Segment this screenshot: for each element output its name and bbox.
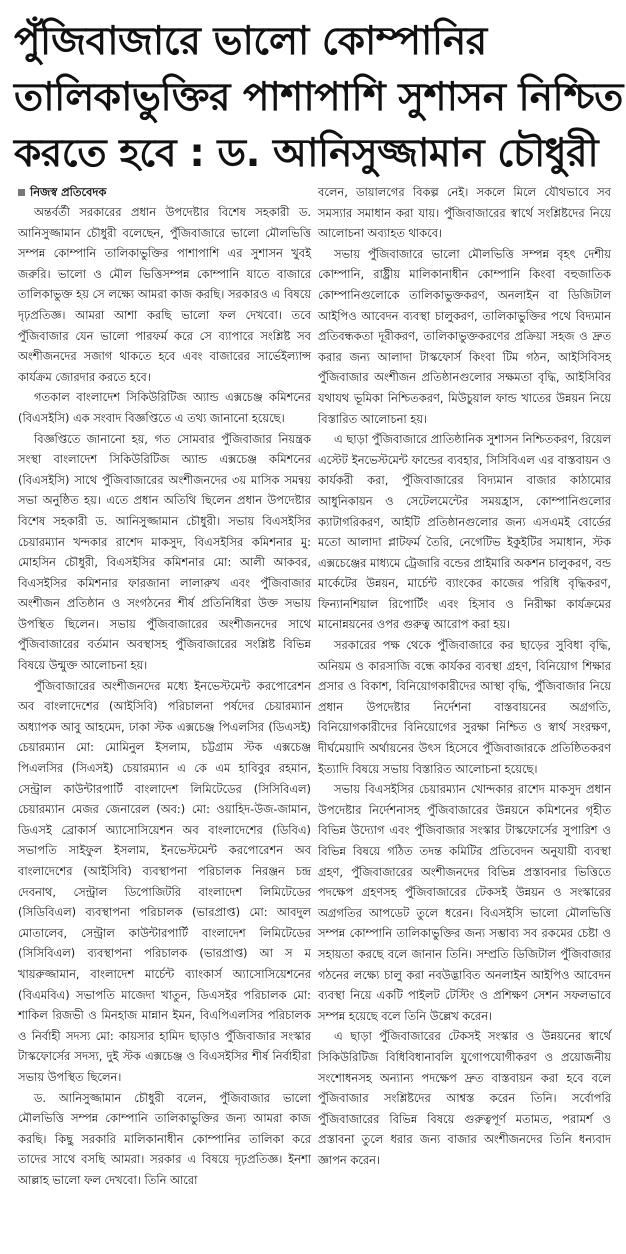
bullet-square-icon [18, 189, 25, 196]
right-column [318, 182, 611, 1171]
headline-line-2: তালিকাভুক্তির পাশাপাশি সুশাসন নিশ্চিত [14, 75, 623, 120]
paragraph: পুঁজিবাজারের অংশীজনদের মধ্যে ইনভেস্টমেন্ট করপোরেশন অব বাংলাদেশের (আইসিবি) পরিচালনা পর্ষদের চেয়ারম্যান অধ্যাপক আবু আহমেদ, ঢাকা স্টক এক্সচেঞ্জ পিএলসির (ডিএসই) চেয়ারম্যান মো: মোমিনুল ইসলাম, চট্টগ্রাম স্টক এক্সচেঞ্জ পিএলসির (সিএসই) চেয়ারম্যান এ কে এম হাবিবুর রহমান, সেন্ট্রাল কাউন্টারপার্টি বাংলাদেশ লিমিটেডের (সিসিবিএল) চেয়ারম্যান মেজর জেনারেল (অব:) মো: ওয়াহিদ-উজ-জামান, ডিএসই ব্রোকার্স অ্যাসোসিয়েশন অব বাংলাদেশের (ডিবিএ) সভাপতি সাইফুল ইসলাম, ইনভেস্টমেন্ট করপোরেশন অব বাংলাদেশের (আইসিবি) ব্যবস্থাপনা পরিচালক নিরঞ্জন চন্দ্র দেবনাথ, সেন্ট্রাল ডিপোজিটরি বাংলাদেশ লিমিটেডের (সিডিবিএল) ব্যবস্থাপনা পরিচালক (ভারপ্রাপ্ত) মো: আবদুল মোতালেব, সেন্ট্রাল কাউন্টারপার্টি বাংলাদেশ লিমিটেডের (সিসিবিএল) ব্যবস্থাপনা পরিচালক (ভারপ্রাপ্ত) আ স ম খায়রুজ্জামান, বাংলাদেশ মার্চেন্ট ব্যাংকার্স অ্যাসোসিয়েশনের (বিএমবিএ) সভাপতি মাজেদা খাতুন, ডিএসইর পরিচালক মো: শাকিল রিজভী ও মিনহাজ মান্নান ইমন, বিএপিএলসির পরিচালক ও নির্বাহী সদস্য মো: কায়সার হামিদ ছাড়াও পুঁজিবাজার সংস্কার টাস্কফোর্সের সদস্য, দুই স্টক এক্সচেঞ্জ ও বিএসইসির শীর্ষ নির্বাহীরা সভায় উপস্থিত ছিলেন। [18, 678, 311, 1084]
left-column [18, 182, 311, 1191]
paragraph: গতকাল বাংলাদেশ সিকিউরিটিজ অ্যান্ড এক্সচেঞ্জ কমিশনের (বিএসইসি) এক সংবাদ বিজ্ঞপ্তিতে এ তথ্য জানানো হয়েছে। [18, 390, 311, 425]
paragraph: ড. আনিসুজ্জামান চৌধুরী বলেন, পুঁজিবাজার ভালো মৌলভিত্তি সম্পন্ন কোম্পানি তালিকাভুক্তির জন্য আমরা কাজ করছি। কিছু সরকারি মালিকানাধীন কোম্পানির তালিকা করে তাদের সাথে বসছি আমরা। সরকার এ বিষয়ে দৃঢ়প্রতিজ্ঞ। ইনশা আল্লাহ ভালো ফল দেখবো। তিনি আরো [18, 1090, 311, 1187]
paragraph: এ ছাড়া পুঁজিবাজারের টেকসই সংস্কার ও উন্নয়নের স্বার্থে সিকিউরিটিজ বিধিবিধানাবলি যুগোপযোগীকরণ ও প্রয়োজনীয় সংশোধনসহ অন্যান্য পদক্ষেপ দ্রুত বাস্তবায়ন করা হবে বলে পুঁজিবাজার সংশ্লিষ্টদের আশ্বস্ত করেন তিনি। সর্বোপরি পুঁজিবাজারের বিভিন্ন বিষয়ে গুরুত্বপূর্ণ মতামত, পরামর্শ ও প্রস্তাবনা তুলে ধরার জন্য বাজার অংশীজনদের তিনি ধন্যবাদ জ্ঞাপন করেন। [318, 1029, 611, 1167]
headline-line-3: করতে হবে : ড. আনিসুজ্জামান চৌধুরী [14, 131, 599, 176]
headline-line-1: পুঁজিবাজারে ভালো কোম্পানির [14, 19, 487, 64]
paragraph: এ ছাড়া পুঁজিবাজারে প্রাতিষ্ঠানিক সুশাসন নিশ্চিতকরণ, রিয়েল এস্টেট ইনভেস্টমেন্ট ফান্ডের ব্যবহার, সিসিবিএল এর বাস্তবায়ন ও কার্যকরী করা, পুঁজিবাজারের বিদ্যমান বাজার কাঠামোর আধুনিকায়ন ও সেটেলমেন্টের সময়হ্রাস, কোম্পানিগুলোর ক্যাটাগরিকরণ, আইটি প্রতিষ্ঠানগুলোর জন্য এসএমই বোর্ডের মতো আলাদা প্লাটফর্ম তৈরি, নেগেটিভ ইকুইটির সমাধান, স্টক এক্সচেঞ্জের মাধ্যমে ট্রেজারি বন্ডের প্রাইমারি অকশন চালুকরণ, বন্ড মার্কেটের উন্নয়ন, মার্চেন্ট ব্যাংকের কাজের পরিধি বৃদ্ধিকরণ, ফিন্যানশিয়াল রিপোর্টিং এবং হিসাব ও নিরীক্ষা কার্যক্রমের মানোন্নয়নের ওপর গুরুত্ব আরোপ করা হয়। [318, 432, 611, 632]
paragraph: অন্তর্বর্তী সরকারের প্রধান উপদেষ্টার বিশেষ সহকারী ড. আনিসুজ্জামান চৌধুরী বলেছেন, পুঁজিবাজারে ভালো মৌলভিত্তি সম্পন্ন কোম্পানি তালিকাভুক্তির পাশাপাশি এর সুশাসন খুবই জরুরি। ভালো ও মৌল ভিত্তিসম্পন্ন কোম্পানি যাতে বাজারে তালিকাভুক্ত হয় সে লক্ষ্যে আমরা কাজ করছি। সরকারও এ বিষয়ে দৃঢ়প্রতিজ্ঞ। আমরা আশা করছি ভালো ফল দেখবো। তবে পুঁজিবাজার যেন ভালো পারফর্ম করে সে ব্যাপারে সংশ্লিষ্ট সব অংশীজনদের সজাগ থাকতে হবে এবং বাজারের সার্ভেইল্যান্স কার্যক্রম জোরদার করতে হবে। [18, 205, 311, 384]
paragraph: সভায় বিএসইসির চেয়ারম্যান খোন্দকার রাশেদ মাকসুদ প্রধান উপদেষ্টার নির্দেশনাসহ পুঁজিবাজারের উন্নয়নে কমিশনের গৃহীত বিভিন্ন উদ্যোগ এবং পুঁজিবাজার সংস্কার টাস্কফোর্সের সুপারিশ ও বিভিন্ন বিষয়ে গঠিত তদন্ত কমিটির প্রতিবেদন অনুযায়ী ব্যবস্থা গ্রহণ, পুঁজিবাজারের অংশীজনদের বিভিন্ন প্রস্তাবনার ভিত্তিতে পদক্ষেপ গ্রহণসহ পুঁজিবাজারের টেকসই উন্নয়ন ও সংস্কারের অগ্রগতির আপডেট তুলে ধরেন। বিএসইসি ভালো মৌলভিত্তি সম্পন্ন কোম্পানি তালিকাভুক্তির জন্য সম্ভাব্য সব রকমের চেষ্টা ও সহায়তা করছে বলে জানান তিনি। সম্প্রতি ডিজিটাল পুঁজিবাজার গঠনের লক্ষ্যে চালু করা নবউদ্ভাবিত অনলাইন আইপিও আবেদন ব্যবস্থা নিয়ে একটি পাইলট টেস্টিং ও প্রশিক্ষণ সেশন সফলভাবে সম্পন্ন হয়েছে বলে তিনি উল্লেখ করেন। [318, 782, 611, 1023]
paragraph: বিজ্ঞপ্তিতে জানানো হয়, গত সোমবার পুঁজিবাজার নিয়ন্ত্রক সংস্থা বাংলাদেশ সিকিউরিটিজ অ্যান্ড এক্সচেঞ্জ কমিশনের (বিএসইসি) সাথে পুঁজিবাজারের অংশীজনদের ৩য় মাসিক সমন্বয় সভা অনুষ্ঠিত হয়। এতে প্রধান অতিথি ছিলেন প্রধান উপদেষ্টার বিশেষ সহকারী ড. আনিসুজ্জামান চৌধুরী। সভায় বিএসইসির চেয়ারম্যান খন্দকার রাশেদ মাকসুদ, বিএসইসির কমিশনার মু: মোহসিন চৌধুরী, বিএসইসির কমিশনার মো: আলী আকবর, বিএসইসির কমিশনার ফারজানা লালারুখ এবং পুঁজিবাজার অংশীজন প্রতিষ্ঠান ও সংগঠনের শীর্ষ প্রতিনিধিরা উক্ত সভায় উপস্থিত ছিলেন। সভায় পুঁজিবাজারের অংশীজনদের সাথে পুঁজিবাজারের বর্তমান অবস্থাসহ পুঁজিবাজারের সংশ্লিষ্ট বিভিন্ন বিষয়ে উন্মুক্ত আলোচনা হয়। [18, 431, 311, 673]
byline-text: নিজস্ব প্রতিবেদক [30, 184, 107, 199]
article-headline [14, 14, 623, 182]
paragraph: সভায় পুঁজিবাজারে ভালো মৌলভিত্তি সম্পন্ন বৃহৎ দেশীয় কোম্পানি, রাষ্ট্রীয় মালিকানাধীন কোম্পানি কিংবা বহুজাতিক কোম্পানিগুলোকে তালিকাভুক্তকরণ, অনলাইন বা ডিজিটাল আইপিও আবেদন ব্যবস্থা চালুকরণ, তালিকাভুক্তির পথে বিদ্যমান প্রতিবন্ধকতা দূরীকরণ, তালিকাভুক্তকরণের প্রক্রিয়া সহজ ও দ্রুত করার জন্য আলাদা টাস্কফোর্স কিংবা টিম গঠন, আইসিবিসহ পুঁজিবাজার অংশীজন প্রতিষ্ঠানগুলোর সক্ষমতা বৃদ্ধি, আইসিবির যথাযথ ভূমিকা নিশ্চিতকরণ, মিউচুয়াল ফান্ড খাতের উন্নয়ন নিয়ে বিস্তারিত আলোচনা হয়। [318, 246, 611, 426]
paragraph: বলেন, ডায়ালগের বিকল্প নেই। সকলে মিলে যৌথভাবে সব সমস্যার সমাধান করা যায়। পুঁজিবাজারের স্বার্থে সংশ্লিষ্টদের নিয়ে আলোচনা অব্যাহত থাকবে। [318, 185, 611, 241]
paragraph: সরকারের পক্ষ থেকে পুঁজিবাজারে কর ছাড়ের সুবিধা বৃদ্ধি, অনিয়ম ও কারসাজি বন্ধে কার্যকর ব্যবস্থা গ্রহণ, বিনিয়োগ শিক্ষার প্রসার ও বিকাশ, বিনিয়োগকারীদের আস্থা বৃদ্ধি, পুঁজিবাজার নিয়ে প্রধান উপদেষ্টার নির্দেশনা বাস্তবায়নের অগ্রগতি, বিনিয়োগকারীদের বিনিয়োগের সুরক্ষা নিশ্চিত ও স্বার্থ সংরক্ষণ, দীর্ঘমেয়াদি অর্থায়নের উৎস হিসেবে পুঁজিবাজারকে প্রতিষ্ঠিতকরণ ইত্যাদি বিষয়ে সভায় বিস্তারিত আলোচনা হয়েছে। [318, 638, 611, 776]
byline [18, 182, 311, 202]
